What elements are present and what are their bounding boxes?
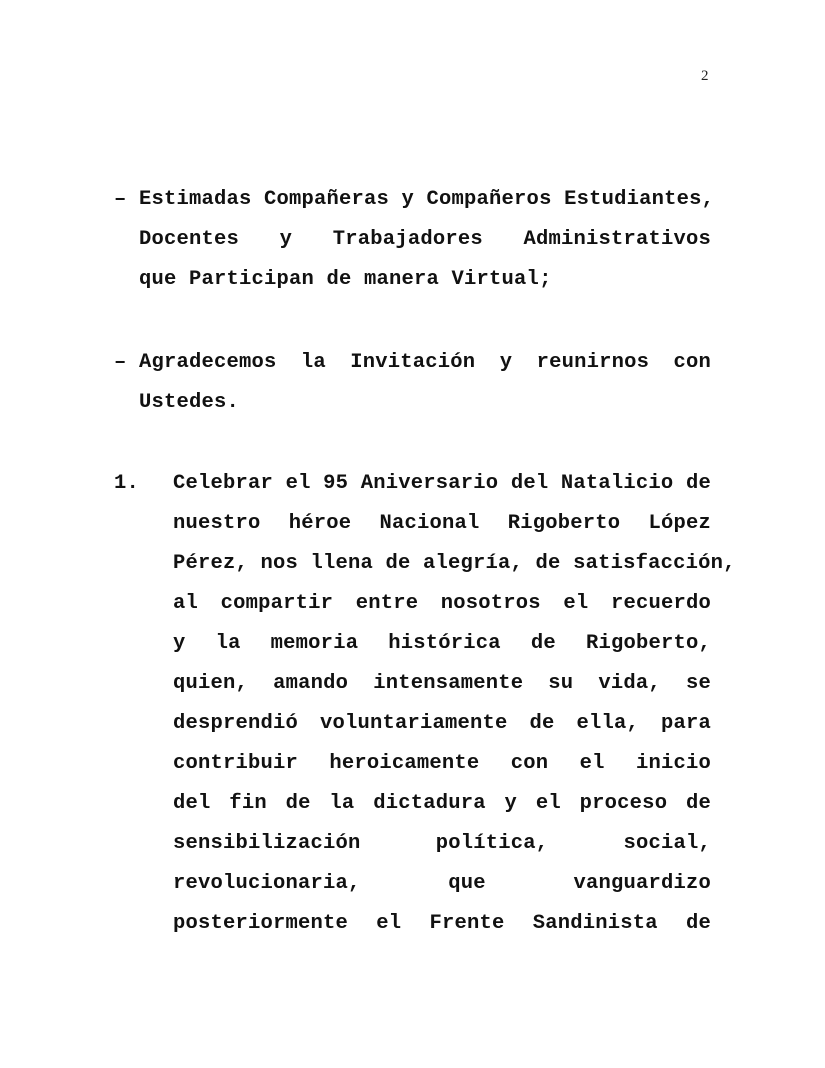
- text-line: contribuir heroicamente con el inicio: [173, 752, 711, 775]
- text-line: y la memoria histórica de Rigoberto,: [173, 632, 711, 655]
- text-line: al compartir entre nosotros el recuerdo: [173, 592, 711, 615]
- text-line: posteriormente el Frente Sandinista de: [173, 912, 711, 935]
- text-line: revolucionaria, que vanguardizo: [173, 872, 711, 895]
- text-line: quien, amando intensamente su vida, se: [173, 672, 711, 695]
- dash-marker: –: [114, 188, 127, 211]
- list-number: 1.: [114, 472, 140, 495]
- text-line: Estimadas Compañeras y Compañeros Estudiantes,: [139, 188, 715, 211]
- text-line: desprendió voluntariamente de ella, para: [173, 712, 711, 735]
- text-line: Docentes y Trabajadores Administrativos: [139, 228, 711, 251]
- text-line: Pérez, nos llena de alegría, de satisfacción,: [173, 552, 736, 575]
- text-line: nuestro héroe Nacional Rigoberto López: [173, 512, 711, 535]
- text-line: Ustedes.: [139, 391, 240, 414]
- text-line: Celebrar el 95 Aniversario del Natalicio de: [173, 472, 711, 495]
- text-line: sensibilización política, social,: [173, 832, 711, 855]
- text-line: que Participan de manera Virtual;: [139, 268, 552, 291]
- page-number: 2: [701, 68, 709, 84]
- text-line: del fin de la dictadura y el proceso de: [173, 792, 711, 815]
- text-line: Agradecemos la Invitación y reunirnos con: [139, 351, 711, 374]
- dash-marker: –: [114, 351, 127, 374]
